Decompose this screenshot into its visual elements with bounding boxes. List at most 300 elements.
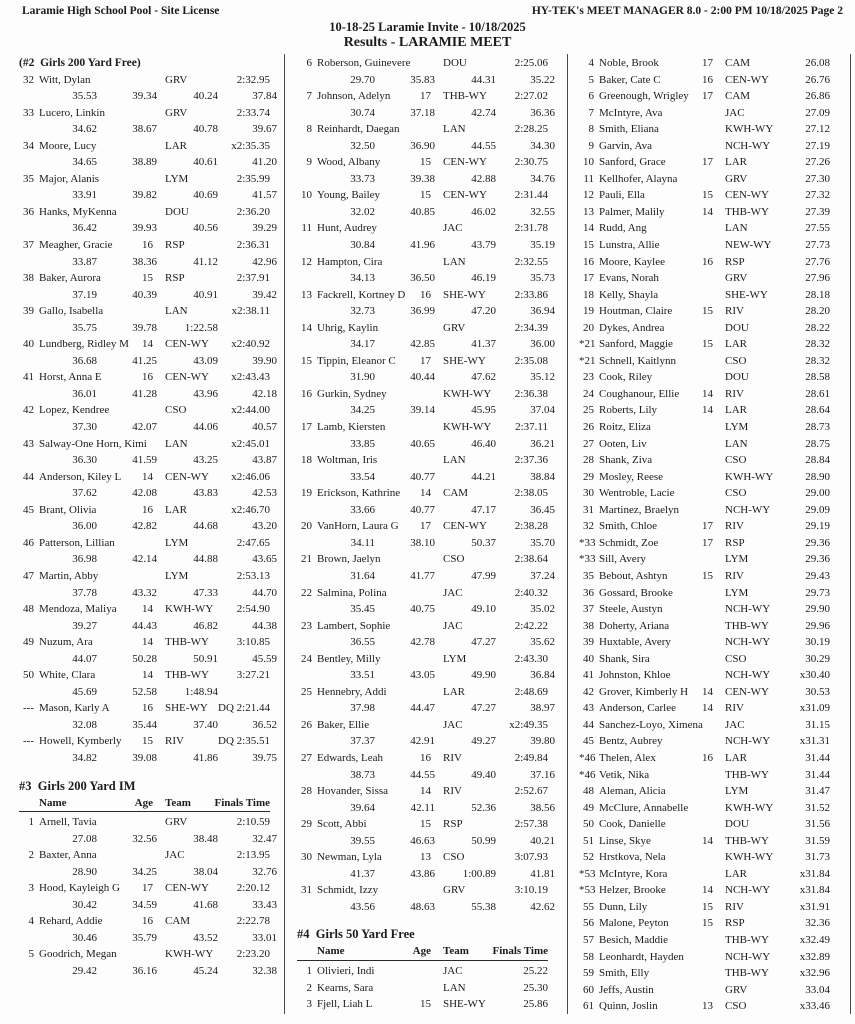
splits-row xyxy=(297,303,555,320)
swimmer-team: DOU xyxy=(165,205,189,218)
splits-row xyxy=(19,585,277,602)
result-row xyxy=(19,369,270,386)
result-entry xyxy=(19,436,277,469)
swimmer-name: Mendoza, Maliya xyxy=(39,603,117,616)
split-time: 33.87 xyxy=(72,255,97,268)
splits-row xyxy=(19,386,277,403)
split-time: 39.14 xyxy=(410,404,435,417)
split-time: 37.40 xyxy=(193,718,218,731)
swimmer-name: Lundberg, Ridley M xyxy=(39,338,129,351)
place: 40 xyxy=(23,338,34,351)
result-row xyxy=(579,502,830,519)
split-time: 40.69 xyxy=(193,189,218,202)
finals-time: x32.96 xyxy=(799,967,830,980)
split-time: 55.38 xyxy=(471,900,496,913)
result-entry xyxy=(19,847,277,880)
swimmer-team: CEN-WY xyxy=(165,338,209,351)
swimmer-name: Edwards, Leah xyxy=(317,751,383,764)
result-entry xyxy=(19,733,277,766)
split-time: 39.64 xyxy=(350,801,375,814)
swimmer-team: GRV xyxy=(443,884,466,897)
swimmer-name: Shank, Sira xyxy=(599,652,650,665)
split-time xyxy=(218,320,277,337)
swimmer-name: Brant, Olivia xyxy=(39,503,97,516)
split-time: 40.44 xyxy=(410,371,435,384)
swimmer-name: Gossard, Brooke xyxy=(599,586,673,599)
swimmer-team: SHE-WY xyxy=(443,288,486,301)
result-row xyxy=(297,88,548,105)
place: 11 xyxy=(583,172,594,185)
place: 37 xyxy=(583,603,594,616)
swimmer-team: LAR xyxy=(725,156,747,169)
swimmer-name: Dykes, Andrea xyxy=(599,321,665,334)
split-time: 41.37 xyxy=(350,867,375,880)
split-time: 34.82 xyxy=(72,751,97,764)
place: 43 xyxy=(583,702,594,715)
swimmer-name: Hampton, Cira xyxy=(317,255,383,268)
result-entry xyxy=(19,601,277,634)
swimmer-team: KWH-WY xyxy=(443,387,492,400)
split-time: 38.89 xyxy=(132,156,157,169)
swimmer-age: 14 xyxy=(702,834,713,847)
split-time: 37.24 xyxy=(530,569,555,582)
finals-time: 2:36.20 xyxy=(236,205,270,218)
split-time: 36.01 xyxy=(72,387,97,400)
swimmer-team: LYM xyxy=(725,586,749,599)
result-row xyxy=(19,105,270,122)
swimmer-name: Houtman, Claire xyxy=(599,305,673,318)
place: 56 xyxy=(583,917,594,930)
finals-time: 2:34.39 xyxy=(514,321,548,334)
page-header-row xyxy=(22,5,843,17)
result-row xyxy=(19,733,270,750)
split-time: 42.96 xyxy=(252,255,277,268)
header-team: Team xyxy=(443,945,469,958)
swimmer-age: 15 xyxy=(420,156,431,169)
split-time: 36.16 xyxy=(132,964,157,977)
split-time: 42.78 xyxy=(410,636,435,649)
swimmer-name: Hunt, Audrey xyxy=(317,222,377,235)
finals-time: 29.43 xyxy=(805,569,830,582)
swimmer-age: 14 xyxy=(142,603,153,616)
swimmer-name: Arnell, Tavia xyxy=(39,816,97,829)
swimmer-team: JAC xyxy=(443,718,463,731)
place: 34 xyxy=(23,139,34,152)
finals-time: 3:27.21 xyxy=(236,669,270,682)
finals-time: 29.19 xyxy=(805,520,830,533)
finals-time: 27.96 xyxy=(805,272,830,285)
header-name: Name xyxy=(39,796,67,809)
swimmer-team: JAC xyxy=(443,964,463,977)
result-row xyxy=(579,551,830,568)
swimmer-team: KWH-WY xyxy=(725,123,774,136)
splits-row xyxy=(297,866,555,883)
split-time: 36.90 xyxy=(410,139,435,152)
swimmer-team: NCH-WY xyxy=(725,139,771,152)
result-row xyxy=(579,998,830,1015)
finals-time: 31.73 xyxy=(805,851,830,864)
result-row xyxy=(579,419,830,436)
swimmer-team: CEN-WY xyxy=(725,189,769,202)
result-entry xyxy=(19,502,277,535)
split-time: 35.44 xyxy=(132,718,157,731)
swimmer-team: RIV xyxy=(725,520,744,533)
split-time: 38.48 xyxy=(193,832,218,845)
result-row xyxy=(579,733,830,750)
split-time: 40.21 xyxy=(530,834,555,847)
place: 35 xyxy=(583,569,594,582)
swimmer-name: Newman, Lyla xyxy=(317,851,382,864)
place: 19 xyxy=(301,487,312,500)
splits-row xyxy=(297,733,555,750)
split-time: 33.51 xyxy=(350,669,375,682)
swimmer-team: LYM xyxy=(165,172,189,185)
place: 16 xyxy=(301,387,312,400)
place: 48 xyxy=(583,785,594,798)
swimmer-name: Salway-One Horn, Kimi xyxy=(39,437,147,450)
split-time: 29.70 xyxy=(350,73,375,86)
result-entry xyxy=(19,469,277,502)
finals-time: x2:46.06 xyxy=(231,470,270,483)
split-time: 52.36 xyxy=(471,801,496,814)
result-entry xyxy=(19,402,277,435)
split-time: 47.27 xyxy=(471,702,496,715)
swimmer-age: 17 xyxy=(420,90,431,103)
result-row xyxy=(579,171,830,188)
result-row xyxy=(297,996,548,1013)
splits-row xyxy=(19,320,277,337)
split-time: 39.78 xyxy=(132,321,157,334)
swimmer-name: Sanchez-Loyo, Ximena xyxy=(599,718,703,731)
swimmer-team: CSO xyxy=(725,652,747,665)
split-time: 47.62 xyxy=(471,371,496,384)
split-time: 30.42 xyxy=(72,898,97,911)
split-time: 41.12 xyxy=(193,255,218,268)
finals-time: 27.26 xyxy=(805,156,830,169)
swimmer-name: Greenough, Wrigley xyxy=(599,90,689,103)
finals-time: 26.86 xyxy=(805,90,830,103)
place: 50 xyxy=(23,669,34,682)
result-row xyxy=(297,121,548,138)
split-time: 32.56 xyxy=(132,832,157,845)
swimmer-age: 14 xyxy=(702,685,713,698)
splits-row xyxy=(19,651,277,668)
result-row xyxy=(579,386,830,403)
place: 48 xyxy=(23,603,34,616)
place: 6 xyxy=(588,90,594,103)
split-time: 33.66 xyxy=(350,503,375,516)
splits-row xyxy=(297,72,555,89)
place: 49 xyxy=(583,801,594,814)
split-time: 39.75 xyxy=(252,751,277,764)
result-row xyxy=(579,965,830,982)
split-time: 41.57 xyxy=(252,189,277,202)
swimmer-team: JAC xyxy=(725,718,745,731)
swimmer-name: Linse, Skye xyxy=(599,834,651,847)
result-row xyxy=(19,138,270,155)
result-row xyxy=(579,882,830,899)
result-entry xyxy=(297,551,555,584)
swimmer-team: RIV xyxy=(725,305,744,318)
event-block xyxy=(19,777,270,813)
swimmer-age: 15 xyxy=(420,998,431,1011)
swimmer-name: Anderson, Carlee xyxy=(599,702,676,715)
header-finals-time: Finals Time xyxy=(492,945,548,958)
result-row xyxy=(579,899,830,916)
place: 31 xyxy=(301,884,312,897)
split-time: 42.08 xyxy=(132,487,157,500)
finals-time: 2:47.65 xyxy=(236,536,270,549)
split-time: 35.83 xyxy=(410,73,435,86)
split-time: 32.76 xyxy=(252,865,277,878)
split-time: 35.53 xyxy=(72,90,97,103)
finals-time: 2:30.75 xyxy=(514,156,548,169)
swimmer-team: JAC xyxy=(165,849,185,862)
splits-row xyxy=(297,336,555,353)
split-time: 41.77 xyxy=(410,569,435,582)
split-time: 42.62 xyxy=(530,900,555,913)
swimmer-name: McIntyre, Kora xyxy=(599,867,668,880)
swimmer-team: CAM xyxy=(443,487,469,500)
result-row xyxy=(19,237,270,254)
result-row xyxy=(579,949,830,966)
swimmer-team: NCH-WY xyxy=(725,735,771,748)
splits-row xyxy=(297,667,555,684)
finals-time: 2:36.38 xyxy=(514,387,548,400)
split-time: 34.59 xyxy=(132,898,157,911)
swimmer-name: Bebout, Ashtyn xyxy=(599,569,668,582)
place: 38 xyxy=(23,272,34,285)
finals-time: x31.31 xyxy=(799,735,830,748)
result-row xyxy=(579,849,830,866)
result-row xyxy=(19,814,270,831)
result-entry xyxy=(297,320,555,353)
split-time: 39.55 xyxy=(350,834,375,847)
swimmer-team: CEN-WY xyxy=(165,470,209,483)
finals-time: 31.52 xyxy=(805,801,830,814)
result-row xyxy=(579,353,830,370)
place: 45 xyxy=(23,503,34,516)
place: 18 xyxy=(583,288,594,301)
split-time: 43.79 xyxy=(471,239,496,252)
event-continued-header: (#2 Girls 200 Yard Free) xyxy=(19,57,141,69)
split-time: 34.65 xyxy=(72,156,97,169)
result-row xyxy=(19,700,270,717)
place: 3 xyxy=(28,882,34,895)
place: 26 xyxy=(301,718,312,731)
split-time: 31.90 xyxy=(350,371,375,384)
swimmer-team: LYM xyxy=(725,785,749,798)
swimmer-name: Young, Bailey xyxy=(317,189,381,202)
split-time: 38.04 xyxy=(193,865,218,878)
finals-time: 2:43.30 xyxy=(514,652,548,665)
swimmer-name: Wood, Albany xyxy=(317,156,381,169)
split-time: 39.67 xyxy=(252,123,277,136)
result-row xyxy=(579,436,830,453)
split-time: 36.36 xyxy=(530,106,555,119)
swimmer-name: Lopez, Kendree xyxy=(39,404,110,417)
finals-time: 2:53.13 xyxy=(236,569,270,582)
place: 6 xyxy=(306,57,312,69)
place: 45 xyxy=(583,735,594,748)
splits-row xyxy=(297,204,555,221)
finals-time: x30.40 xyxy=(799,669,830,682)
result-row xyxy=(579,717,830,734)
result-entry xyxy=(19,369,277,402)
swimmer-name: Tippin, Eleanor C xyxy=(317,354,396,367)
swimmer-team: CEN-WY xyxy=(443,156,487,169)
swimmer-team: THB-WY xyxy=(725,205,769,218)
split-time: 32.38 xyxy=(252,964,277,977)
splits-row xyxy=(19,485,277,502)
finals-time: 31.56 xyxy=(805,818,830,831)
result-row xyxy=(297,518,548,535)
splits-row xyxy=(19,88,277,105)
split-time: 34.62 xyxy=(72,123,97,136)
split-time: 43.09 xyxy=(193,354,218,367)
split-time: 41.20 xyxy=(252,156,277,169)
splits-row xyxy=(19,154,277,171)
splits-row xyxy=(297,138,555,155)
result-row xyxy=(579,287,830,304)
split-time: 32.50 xyxy=(350,139,375,152)
split-time: 37.18 xyxy=(410,106,435,119)
split-time: 32.47 xyxy=(252,832,277,845)
result-row xyxy=(19,469,270,486)
place: 8 xyxy=(306,123,312,136)
split-time: 44.55 xyxy=(471,139,496,152)
swimmer-name: McIntyre, Ava xyxy=(599,106,663,119)
result-entry xyxy=(19,913,277,946)
place: 1 xyxy=(28,816,34,829)
swimmer-name: Quinn, Joslin xyxy=(599,1000,658,1013)
split-time: 40.65 xyxy=(410,437,435,450)
swimmer-team: LAN xyxy=(725,222,748,235)
swimmer-team: CEN-WY xyxy=(725,73,769,86)
result-row xyxy=(297,651,548,668)
splits-row xyxy=(19,452,277,469)
swimmer-name: Roberson, Guinevere xyxy=(317,57,411,69)
place: 39 xyxy=(23,305,34,318)
split-time: 44.06 xyxy=(193,421,218,434)
swimmer-team: CSO xyxy=(443,851,465,864)
finals-time: 29.00 xyxy=(805,487,830,500)
swimmer-age: 14 xyxy=(702,387,713,400)
swimmer-age: 15 xyxy=(420,818,431,831)
finals-time: 2:23.20 xyxy=(236,948,270,961)
split-time: 33.43 xyxy=(252,898,277,911)
swimmer-name: Schnell, Kaitlynn xyxy=(599,354,676,367)
finals-time: 2:38.64 xyxy=(514,553,548,566)
result-entry xyxy=(297,750,555,783)
split-time: 47.27 xyxy=(471,636,496,649)
finals-time: 29.36 xyxy=(805,536,830,549)
finals-time: 31.47 xyxy=(805,785,830,798)
split-time: 36.45 xyxy=(530,503,555,516)
column-3 xyxy=(579,55,830,1015)
finals-time: 2:52.67 xyxy=(514,785,548,798)
swimmer-name: Kearns, Sara xyxy=(317,981,374,994)
result-row xyxy=(579,237,830,254)
split-time: 38.36 xyxy=(132,255,157,268)
split-time: 48.63 xyxy=(410,900,435,913)
place: --- xyxy=(23,702,34,715)
result-row xyxy=(579,783,830,800)
splits-row xyxy=(19,963,277,980)
split-time: 30.46 xyxy=(72,931,97,944)
finals-time: 27.76 xyxy=(805,255,830,268)
swimmer-name: Hood, Kayleigh G xyxy=(39,882,120,895)
swimmer-team: THB-WY xyxy=(165,636,209,649)
split-time: 49.10 xyxy=(471,603,496,616)
result-row xyxy=(297,684,548,701)
result-entry xyxy=(297,618,555,651)
swimmer-team: RIV xyxy=(725,387,744,400)
swimmer-age: 16 xyxy=(142,371,153,384)
swimmer-team: LYM xyxy=(443,652,467,665)
split-time: 34.25 xyxy=(132,865,157,878)
result-entry xyxy=(297,154,555,187)
swimmer-age: 16 xyxy=(702,73,713,86)
split-time: 46.63 xyxy=(410,834,435,847)
result-entry xyxy=(297,585,555,618)
finals-time: 2:48.69 xyxy=(514,685,548,698)
place: 19 xyxy=(583,305,594,318)
event-title: #3 Girls 200 Yard IM xyxy=(19,778,136,793)
result-row xyxy=(19,270,270,287)
finals-time: x32.89 xyxy=(799,950,830,963)
place: 15 xyxy=(583,239,594,252)
result-row xyxy=(19,336,270,353)
splits-row xyxy=(297,535,555,552)
swimmer-age: 14 xyxy=(702,205,713,218)
split-time: 1:48.94 xyxy=(184,685,218,698)
place: 31 xyxy=(583,503,594,516)
result-row xyxy=(579,452,830,469)
split-time: 36.30 xyxy=(72,454,97,467)
splits-row xyxy=(19,187,277,204)
result-entry xyxy=(297,485,555,518)
swimmer-name: Hovander, Sissa xyxy=(317,785,389,798)
swimmer-team: SHE-WY xyxy=(165,702,208,715)
swimmer-team: THB-WY xyxy=(725,967,769,980)
result-row xyxy=(579,568,830,585)
place: 18 xyxy=(301,454,312,467)
place: 9 xyxy=(306,156,312,169)
splits-row xyxy=(19,684,277,701)
swimmer-team: LAR xyxy=(725,867,747,880)
split-time: 44.88 xyxy=(193,553,218,566)
result-row xyxy=(579,402,830,419)
finals-time: x2:43.43 xyxy=(231,371,270,384)
swimmer-team: CSO xyxy=(165,404,187,417)
split-time: 47.17 xyxy=(471,503,496,516)
place: 12 xyxy=(301,255,312,268)
event-block xyxy=(297,925,548,961)
finals-time: 28.73 xyxy=(805,421,830,434)
split-time: 43.52 xyxy=(193,931,218,944)
split-time: 39.90 xyxy=(252,354,277,367)
place: 37 xyxy=(23,239,34,252)
split-time: 34.30 xyxy=(530,139,555,152)
split-time: 32.73 xyxy=(350,305,375,318)
finals-time: 28.64 xyxy=(805,404,830,417)
place: *53 xyxy=(579,867,596,880)
finals-time: 2:37.11 xyxy=(515,421,548,434)
splits-row xyxy=(19,551,277,568)
swimmer-team: LAN xyxy=(443,454,466,467)
swimmer-team: KWH-WY xyxy=(725,470,774,483)
